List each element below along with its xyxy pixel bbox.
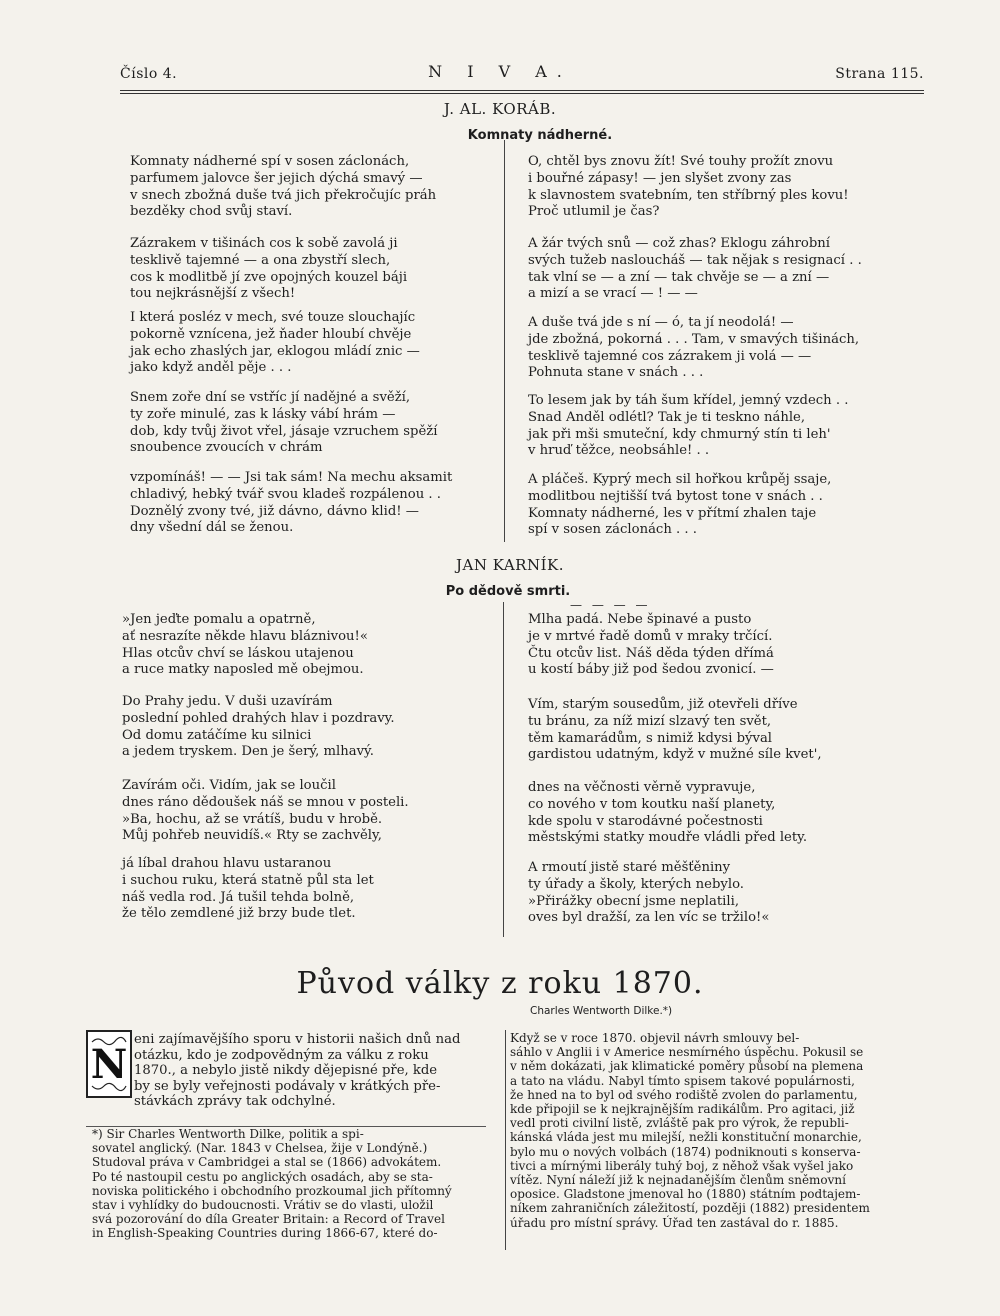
verse-line: dnes ráno dědoušek náš se mnou v posteli. [122,794,409,810]
verse-line: kde spolu v starodávné počestnosti [528,813,763,829]
text-line: níkem zahraničních záležitostí, později (1882) presidentem [510,1201,870,1216]
verse-line: poslední pohled drahých hlav i pozdravy. [122,710,395,726]
article-footnote [92,1127,492,1241]
text-line: sáhlo v Anglii i v Americe nesmírného úspěchu. Pokusil se [510,1045,864,1060]
verse-line: tou nejkrásnější z všech! [130,286,296,302]
verse-line: a mizí a se vrací — ! — — [528,286,698,302]
verse-line: svých tužeb nasloucháš — tak nějak s resignací . . [528,252,862,268]
verse-line: Doznělý zvony tvé, již dávno, dávno klid! — [130,503,419,519]
text-line: stávkách zprávy tak odchylné. [134,1094,336,1110]
svg-text:N: N [90,1041,128,1088]
column-divider-2 [503,602,504,937]
stanza [528,154,849,221]
verse-line: Pohnuta stane v snách . . . [528,365,704,381]
text-line: 1870., a nebylo jistě nikdy dějepisné pře, kde [134,1063,438,1079]
text-line: v něm dokázati, jak klimatické poměry působí na plemena [510,1059,864,1074]
verse-line: Proč utlumil je čas? [528,204,660,220]
verse-line: je v mrtvé řadě domů v mraky trčící. [528,628,773,644]
verse-line: dob, kdy tvůj život vřel, jásaje vzruchem spěží [130,423,438,439]
verse-line: gardistou udatným, když v mužné síle kvet', [528,747,822,763]
verse-line: spí v sosen záclonách . . . [528,522,697,538]
verse-line: Komnaty nádherné, les v přítmí zhalen taje [528,505,817,521]
verse-line: chladivý, hebký tvář svou kladeš rozpálenou . . [130,486,441,502]
text-line: in English-Speaking Countries during 1866-67, které do- [92,1226,438,1241]
dropcap-initial [86,1030,132,1098]
stanza [528,697,822,764]
verse-line: »Ba, hochu, až se vrátíš, budu v hrobě. [122,811,383,827]
verse-line: ať nesrazíte někde hlavu bláznivou!« [122,628,368,644]
text-line: otázku, kdo je zodpovědným za válku z roku [134,1047,429,1063]
verse-line: i bouřné zápasy! — jen slyšet zvony zas [528,170,792,186]
stanza [528,393,848,460]
verse-line: Vím, starým sousedům, již otevřeli dříve [528,697,798,712]
verse-line: vzpomínáš! — — Jsi tak sám! Na mechu aksamit [130,470,453,485]
article-intro [134,1032,494,1110]
verse-line: Zázrakem v tišinách cos k sobě zavolá ji [130,236,398,251]
stanza [130,154,436,221]
verse-line: snoubence zvoucích v chrám [130,440,323,456]
text-line: kánská vláda jest mu milejší, nežli konstituční monarchie, [510,1130,862,1145]
text-line: svá pozorování do díla Greater Britain: a Record of Travel [92,1212,445,1227]
verse-line: »Přirážky obecní jsme neplatili, [528,893,740,909]
verse-line: Komnaty nádherné spí v sosen záclonách, [130,154,410,169]
text-line: Když se v roce 1870. objevil návrh smlouvy bel- [510,1031,800,1045]
verse-line: k slavnostem svatebním, ten stříbrný ples kovu! [528,187,849,203]
verse-line: pokorně vznícena, jež ňader hloubí chvěje [130,326,412,342]
ornament-icon [88,1032,130,1096]
magazine-name: N I V A. [428,62,572,81]
text-line: by se byly veřejnosti podávaly v krátkých pře- [134,1078,441,1094]
text-line: bylo mu o nových volbách (1874) podniknouti s konserva- [510,1144,861,1159]
verse-line: těm kamarádům, s nimiž kdysi býval [528,730,773,746]
article-right-column [510,1031,920,1230]
verse-line: Mlha padá. Nebe špinavé a pusto [528,612,752,627]
verse-line: jak echo zhaslých jar, eklogou mládí znic — [130,343,420,359]
verse-line: co nového v tom koutku naší planety, [528,796,776,812]
poem1-author: J. AL. KORÁB. [443,100,557,118]
verse-line: Hlas otcův chví se láskou utajenou [122,645,354,661]
article-byline: Charles Wentworth Dilke.*) [530,1005,673,1017]
text-line: eni zajímavějšího sporu v historii našich dnů nad [134,1032,461,1047]
stanza [122,694,395,761]
verse-line: Snem zoře dní se vstříc jí nadějné a svěží, [130,390,411,405]
verse-line: jde zbožná, pokorná . . . Tam, v smavých tišinách, [528,331,860,347]
verse-line: A rmoutí jistě staré měšťěniny [528,860,731,875]
verse-line: náš vedla rod. Já tušil tehda bolně, [122,889,355,905]
verse-line: Můj pohřeb neuvidíš.« Rty se zachvěly, [122,828,382,844]
text-line: stav i vyhlídky do budoucnosti. Vrátiv se do vlasti, uložil [92,1198,434,1213]
verse-line: městskými statky moudře vládli před lety. [528,830,808,846]
verse-line: A žár tvých snů — což zhas? Eklogu záhrobní [528,236,831,251]
verse-line: jak při mši smuteční, kdy chmurný stín ti leh' [528,426,831,442]
text-line: noviska politického i obchodního prozkoumal jich přítomný [92,1183,452,1198]
column-divider-3 [505,1030,506,1250]
poem2-author: JAN KARNÍK. [456,556,564,574]
verse-line: v hruď těžce, neobsáhle! . . [528,443,710,459]
page-number: Strana 115. [835,66,924,82]
verse-line: ty úřady a školy, kterých nebylo. [528,876,744,892]
verse-line: ty zoře minulé, zas k lásky vábí hrám — [130,406,396,422]
verse-line: To lesem jak by táh šum křídel, jemný vzdech . . [528,393,849,408]
verse-line: tak vlní se — a zní — tak chvěje se — a zní — [528,269,830,285]
poem2-separator: — — — — [570,598,651,612]
stanza [122,778,409,845]
verse-line: I která posléz v mech, své touze slouchajíc [130,310,416,325]
text-line: a tato na vládu. Nabyl tímto spisem takové populárnosti, [510,1073,855,1088]
text-line: Studoval práva v Cambridgei a stal se (1866) advokátem. [92,1155,442,1170]
text-line: oposice. Gladstone jmenoval ho (1880) státním podtajem- [510,1187,861,1202]
verse-line: A duše tvá jde s ní — ó, ta jí neodolá! — [528,315,794,330]
column-divider [504,140,505,542]
verse-line: a jedem tryskem. Den je šerý, mlhavý. [122,744,374,760]
stanza [130,470,452,537]
text-line: tivci a mírnými liberály tuhý boj, z něhož však vyšel jako [510,1158,854,1173]
text-line: vítěz. Nyní náleží již k nejnadanějším členům sněmovní [510,1173,846,1188]
verse-line: tesklivě tajemné cos zázrakem ji volá — — [528,348,812,364]
verse-line: tesklivě tajemné — a ona zbystří slech, [130,252,391,268]
verse-line: oves byl dražší, za len víc se tržilo!« [528,910,770,926]
verse-line: »Jen jeďte pomalu a opatrně, [122,612,316,627]
stanza [528,315,859,382]
stanza [130,390,437,457]
verse-line: O, chtěl bys znovu žít! Své touhy prožít znovu [528,154,834,169]
stanza [528,860,769,927]
stanza [130,310,420,377]
stanza [528,780,807,847]
article-title: Původ války z roku 1870. [296,966,704,1001]
stanza [528,612,774,679]
verse-line: že tělo zemdlené již brzy bude tlet. [122,906,356,922]
poem1-title: Komnaty nádherné. [467,128,613,143]
verse-line: u kostí báby již pod šedou zvonicí. — [528,662,774,678]
text-line: Po té nastoupil cestu po anglických osadách, aby se sta- [92,1169,433,1184]
stanza [528,236,862,303]
verse-line: A pláčeš. Kyprý mech sil hořkou krůpěj ssaje, [528,472,832,487]
header-rule [120,90,924,91]
stanza [528,472,831,539]
text-line: kde připojil se k nejkrajnějším radikálům. Pro agitaci, již [510,1102,855,1117]
verse-line: jako když anděl pěje . . . [130,360,292,376]
text-line: vedl proti civilní listě, zvláště pak pro výrok, že republi- [510,1116,849,1131]
verse-line: dnes na věčnosti věrně vypravuje, [528,780,756,795]
header-rule-thin [120,93,924,94]
verse-line: Od domu zatáčíme ku silnici [122,727,312,743]
verse-line: bezděky chod svůj staví. [130,204,293,220]
text-line: že hned na to byl od svého rodiště zvolen do parlamentu, [510,1087,858,1102]
verse-line: Čtu otcův list. Náš děda týden dřímá [528,645,774,661]
verse-line: modlitbou nejtišší tvá bytost tone v snách . . [528,488,823,504]
stanza [122,856,374,923]
verse-line: dny všední dál se ženou. [130,520,294,536]
verse-line: i suchou ruku, která statně půl sta let [122,872,374,888]
verse-line: Zavírám oči. Vidím, jak se loučil [122,778,336,793]
verse-line: a ruce matky naposled mě obejmou. [122,662,364,678]
poem2-title: Po dědově smrti. [445,584,571,599]
stanza [130,236,407,303]
verse-line: tu bránu, za níž mizí slzavý ten svět, [528,713,772,729]
text-line: úřadu pro místní správy. Úřad ten zastával do r. 1885. [510,1215,839,1230]
verse-line: cos k modlitbě jí zve opojných kouzel báji [130,269,408,285]
issue-number: Číslo 4. [120,66,178,82]
verse-line: v snech zbožná duše tvá jich překročujíc práh [130,187,437,203]
verse-line: já líbal drahou hlavu ustaranou [122,856,332,871]
verse-line: parfumem jalovce šer jejich dýchá smavý — [130,170,423,186]
text-line: *) Sir Charles Wentworth Dilke, politik a spi- [92,1127,364,1141]
text-line: sovatel anglický. (Nar. 1843 v Chelsea, žije v Londýně.) [92,1141,428,1156]
verse-line: Do Prahy jedu. V duši uzavírám [122,694,333,709]
verse-line: Snad Anděl odlétl? Tak je ti teskno náhle, [528,409,806,425]
stanza [122,612,368,679]
